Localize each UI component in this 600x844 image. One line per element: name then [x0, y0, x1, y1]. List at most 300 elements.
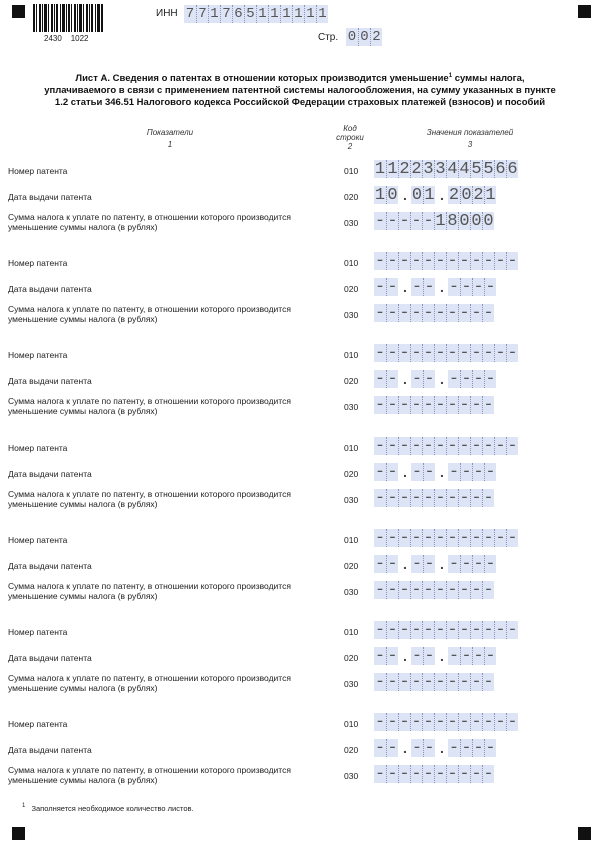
char-cell: -	[411, 528, 422, 548]
char-cell: -	[374, 647, 386, 666]
char-cell: -	[424, 554, 435, 574]
char-cell: -	[424, 462, 435, 482]
char-cell: -	[461, 462, 472, 482]
char-cell: -	[399, 488, 410, 508]
char-cell: -	[374, 554, 386, 574]
char-cell: -	[387, 673, 398, 692]
char-cell: -	[483, 252, 494, 272]
char-cell: -	[411, 739, 423, 759]
char-cell: -	[423, 488, 434, 508]
char-cell: -	[461, 370, 472, 390]
col-header-indicators	[100, 128, 240, 149]
tax-amount-field[interactable]	[374, 765, 494, 783]
char-cell: -	[473, 739, 484, 759]
char-cell: -	[471, 528, 482, 548]
char-cell: 1	[268, 5, 280, 23]
char-cell: -	[411, 252, 422, 272]
char-cell: -	[435, 673, 446, 692]
char-cell: 1	[374, 160, 386, 179]
char-cell: 1	[485, 186, 496, 205]
char-cell: -	[459, 252, 470, 272]
issue-date-day-field[interactable]	[374, 186, 398, 204]
char-cell: -	[507, 621, 518, 640]
char-cell: 0	[347, 29, 357, 45]
char-cell: -	[374, 304, 386, 324]
char-cell: -	[374, 580, 386, 600]
issue-date-label: Дата выдачи патента	[8, 653, 92, 663]
char-cell: -	[411, 554, 423, 574]
col-header-line-code	[330, 124, 370, 151]
char-cell: -	[411, 647, 423, 666]
char-cell: -	[461, 554, 472, 574]
char-cell: 4	[459, 160, 470, 179]
char-cell: -	[435, 344, 446, 364]
char-cell: -	[435, 396, 446, 416]
char-cell: -	[387, 462, 398, 482]
char-cell: -	[435, 488, 446, 508]
char-cell: -	[471, 396, 482, 416]
char-cell: -	[448, 462, 460, 482]
date-separator: .	[403, 648, 407, 664]
char-cell: 1	[256, 5, 268, 23]
char-cell: -	[495, 528, 506, 548]
date-separator: .	[440, 371, 444, 388]
line-code-020: 020	[344, 745, 359, 756]
tax-amount-label: Сумма налога к уплате по патенту, в отношении которого производится уменьшение суммы налога (в рублях)	[8, 765, 291, 786]
char-cell: -	[387, 580, 398, 600]
line-code-030: 030	[344, 218, 359, 228]
char-cell: 2	[411, 160, 422, 179]
page-number-field[interactable]	[346, 28, 382, 46]
barcode-number: 2430 1022	[44, 34, 89, 43]
char-cell: 1	[304, 5, 316, 23]
issue-date-day-field[interactable]	[374, 463, 398, 481]
line-code-010: 010	[344, 442, 359, 453]
line-code-010: 010	[344, 166, 359, 176]
char-cell: -	[471, 580, 482, 600]
issue-date-year-field[interactable]	[448, 555, 496, 573]
line-code-020: 020	[344, 653, 359, 663]
char-cell: -	[374, 278, 386, 298]
issue-date-label: Дата выдачи патента	[8, 468, 92, 479]
tax-amount-label: Сумма налога к уплате по патенту, в отношении которого производится уменьшение суммы налога (в рублях)	[8, 304, 291, 325]
tax-amount-field[interactable]	[374, 212, 494, 230]
char-cell: -	[423, 621, 434, 640]
char-cell: 2	[473, 186, 484, 205]
char-cell: -	[411, 462, 423, 482]
line-code-010: 010	[344, 627, 359, 637]
char-cell: -	[471, 673, 482, 692]
char-cell: -	[411, 713, 422, 733]
char-cell: -	[471, 488, 482, 508]
patent-number-field[interactable]	[374, 713, 518, 731]
issue-date-label: Дата выдачи патента	[8, 745, 92, 756]
char-cell: -	[483, 528, 494, 548]
char-cell: -	[447, 488, 458, 508]
char-cell: -	[423, 396, 434, 416]
line-code-030: 030	[344, 402, 359, 413]
date-separator: .	[403, 740, 407, 757]
char-cell: -	[495, 621, 506, 640]
char-cell: -	[387, 554, 398, 574]
char-cell: -	[423, 212, 434, 231]
char-cell: -	[495, 252, 506, 272]
char-cell: -	[399, 528, 410, 548]
char-cell: -	[483, 673, 494, 692]
char-cell: -	[473, 278, 484, 298]
footnote	[22, 803, 194, 813]
char-cell: -	[483, 344, 494, 364]
date-separator: .	[440, 555, 444, 572]
char-cell: -	[374, 621, 386, 640]
inn-label: ИНН	[156, 8, 178, 19]
patent-number-label: Номер патента	[8, 258, 68, 269]
char-cell: 1	[387, 160, 398, 179]
issue-date-day-field[interactable]	[374, 555, 398, 573]
char-cell: -	[507, 436, 518, 456]
char-cell: -	[485, 554, 496, 574]
char-cell: -	[374, 528, 386, 548]
issue-date-month-field[interactable]	[411, 186, 435, 204]
char-cell: -	[495, 436, 506, 456]
date-separator: .	[440, 279, 444, 296]
issue-date-year-field[interactable]	[448, 186, 496, 204]
issue-date-day-field[interactable]	[374, 647, 398, 665]
char-cell: -	[459, 580, 470, 600]
char-cell: -	[448, 647, 460, 666]
char-cell: -	[423, 436, 434, 456]
char-cell: -	[495, 713, 506, 733]
patent-number-label: Номер патента	[8, 627, 68, 637]
line-code-030: 030	[344, 310, 359, 321]
patent-number-field[interactable]	[374, 160, 518, 178]
char-cell: -	[435, 621, 446, 640]
char-cell: 1	[435, 212, 446, 231]
char-cell: -	[459, 344, 470, 364]
char-cell: -	[423, 344, 434, 364]
char-cell: -	[471, 765, 482, 785]
char-cell: -	[387, 436, 398, 456]
char-cell: -	[374, 739, 386, 759]
char-cell: -	[411, 278, 423, 298]
char-cell: -	[411, 765, 422, 785]
char-cell: -	[411, 344, 422, 364]
patent-number-label: Номер патента	[8, 350, 68, 361]
char-cell: -	[387, 370, 398, 390]
char-cell: -	[423, 304, 434, 324]
sheet-title-part2: суммы налога, уплачиваемого в связи с применением патентной системы налогообложения, на сумму указанных в пункте 1.2 статьи 346.51 Налогового кодекса Российской Федерации страховых платежей (взносов) и пособий	[44, 73, 556, 109]
char-cell: -	[399, 304, 410, 324]
line-code-030: 030	[344, 494, 359, 505]
char-cell: -	[473, 370, 484, 390]
patent-number-field[interactable]	[374, 621, 518, 639]
char-cell: 5	[483, 160, 494, 179]
char-cell: -	[424, 647, 435, 666]
tax-amount-field[interactable]	[374, 673, 494, 691]
char-cell: -	[461, 647, 472, 666]
char-cell: -	[448, 739, 460, 759]
char-cell: -	[459, 765, 470, 785]
line-code-010: 010	[344, 719, 359, 730]
char-cell: -	[459, 396, 470, 416]
char-cell: 5	[471, 160, 482, 179]
char-cell: 2	[399, 160, 410, 179]
char-cell: 1	[374, 186, 386, 205]
char-cell: -	[387, 647, 398, 666]
char-cell: -	[459, 621, 470, 640]
tax-amount-label: Сумма налога к уплате по патенту, в отношении которого производится уменьшение суммы налога (в рублях)	[8, 673, 291, 693]
char-cell: 8	[447, 212, 458, 231]
char-cell: -	[447, 396, 458, 416]
corner-marker-top-right	[578, 5, 591, 18]
line-code-020: 020	[344, 468, 359, 479]
char-cell: -	[374, 212, 386, 231]
line-code-010: 010	[344, 350, 359, 361]
char-cell: -	[435, 765, 446, 785]
char-cell: 1	[280, 5, 292, 23]
line-code-030: 030	[344, 586, 359, 597]
line-code-020: 020	[344, 560, 359, 571]
char-cell: -	[387, 396, 398, 416]
char-cell: -	[459, 304, 470, 324]
col-header-indicators-num: 1	[167, 140, 173, 149]
col-header-values-label: Значения показателей	[426, 128, 514, 137]
char-cell: -	[471, 621, 482, 640]
char-cell: -	[459, 528, 470, 548]
char-cell: -	[387, 621, 398, 640]
char-cell: -	[483, 396, 494, 416]
tax-amount-field[interactable]	[374, 489, 494, 507]
issue-date-month-field[interactable]	[411, 278, 435, 296]
patent-number-label: Номер патента	[8, 719, 68, 730]
issue-date-month-field[interactable]	[411, 370, 435, 388]
issue-date-label: Дата выдачи патента	[8, 376, 92, 387]
issue-date-month-field[interactable]	[411, 647, 435, 665]
date-separator: .	[440, 740, 444, 757]
char-cell: -	[387, 765, 398, 785]
char-cell: -	[471, 436, 482, 456]
char-cell: -	[387, 528, 398, 548]
col-header-indicators-label: Показатели	[146, 128, 194, 137]
issue-date-year-field[interactable]	[448, 463, 496, 481]
char-cell: -	[507, 252, 518, 272]
char-cell: -	[423, 673, 434, 692]
char-cell: -	[423, 528, 434, 548]
char-cell: -	[411, 304, 422, 324]
line-code-010: 010	[344, 534, 359, 545]
char-cell: -	[387, 488, 398, 508]
char-cell: -	[435, 580, 446, 600]
char-cell: 6	[507, 160, 518, 179]
char-cell: -	[374, 462, 386, 482]
date-separator: .	[403, 555, 407, 572]
char-cell: -	[459, 713, 470, 733]
date-separator: .	[440, 648, 444, 664]
char-cell: -	[485, 278, 496, 298]
inn-field[interactable]	[184, 5, 328, 23]
char-cell: 6	[495, 160, 506, 179]
char-cell: -	[411, 621, 422, 640]
patent-number-label: Номер патента	[8, 442, 68, 453]
date-separator: .	[403, 279, 407, 296]
char-cell: 4	[447, 160, 458, 179]
patent-number-field[interactable]	[374, 252, 518, 270]
issue-date-month-field[interactable]	[411, 739, 435, 757]
issue-date-day-field[interactable]	[374, 739, 398, 757]
char-cell: -	[374, 370, 386, 390]
tax-amount-field[interactable]	[374, 304, 494, 322]
char-cell: -	[447, 673, 458, 692]
char-cell: 2	[448, 186, 460, 205]
char-cell: 0	[387, 186, 398, 205]
char-cell: -	[374, 713, 386, 733]
tax-amount-field[interactable]	[374, 581, 494, 599]
char-cell: -	[471, 252, 482, 272]
char-cell: -	[461, 278, 472, 298]
patent-number-field[interactable]	[374, 437, 518, 455]
char-cell: -	[399, 580, 410, 600]
patent-number-field[interactable]	[374, 529, 518, 547]
char-cell: -	[387, 713, 398, 733]
char-cell: -	[411, 212, 422, 231]
title-footnote-ref: 1	[448, 73, 453, 79]
sheet-title-part1: Лист А. Сведения о патентах в отношении которых производится уменьшение	[75, 73, 449, 85]
col-header-values-num: 3	[467, 140, 473, 149]
char-cell: -	[485, 739, 496, 759]
tax-amount-label: Сумма налога к уплате по патенту, в отношении которого производится уменьшение суммы налога (в рублях)	[8, 580, 291, 601]
char-cell: -	[374, 765, 386, 785]
line-code-030: 030	[344, 679, 359, 689]
char-cell: -	[435, 436, 446, 456]
char-cell: -	[461, 739, 472, 759]
char-cell: -	[411, 673, 422, 692]
char-cell: -	[435, 713, 446, 733]
issue-date-year-field[interactable]	[448, 278, 496, 296]
date-separator: .	[403, 187, 407, 203]
char-cell: 0	[411, 186, 423, 205]
char-cell: 5	[244, 5, 256, 23]
char-cell: -	[483, 621, 494, 640]
char-cell: -	[411, 396, 422, 416]
char-cell: -	[399, 212, 410, 231]
char-cell: -	[423, 765, 434, 785]
char-cell: -	[387, 278, 398, 298]
char-cell: -	[399, 396, 410, 416]
date-separator: .	[403, 463, 407, 480]
issue-date-day-field[interactable]	[374, 278, 398, 296]
char-cell: -	[399, 713, 410, 733]
col-header-line-code-num: 2	[347, 142, 353, 151]
char-cell: -	[411, 436, 422, 456]
char-cell: -	[507, 713, 518, 733]
char-cell: 7	[196, 5, 208, 23]
char-cell: -	[447, 344, 458, 364]
date-separator: .	[440, 187, 444, 203]
char-cell: -	[483, 488, 494, 508]
char-cell: -	[411, 580, 422, 600]
col-header-line-code-label: Код строки	[336, 124, 364, 142]
char-cell: 1	[424, 186, 435, 205]
issue-date-label: Дата выдачи патента	[8, 560, 92, 571]
char-cell: 2	[370, 28, 382, 46]
issue-date-year-field[interactable]	[448, 647, 496, 665]
char-cell: -	[387, 252, 398, 272]
corner-marker-bottom-left	[12, 827, 25, 840]
issue-date-label: Дата выдачи патента	[8, 284, 92, 295]
char-cell: -	[471, 344, 482, 364]
char-cell: -	[447, 528, 458, 548]
char-cell: -	[483, 580, 494, 600]
char-cell: -	[448, 370, 460, 390]
patent-number-field[interactable]	[374, 344, 518, 362]
char-cell: -	[424, 370, 435, 390]
page-label: Стр.	[318, 32, 339, 43]
char-cell: 3	[435, 160, 446, 179]
char-cell: -	[399, 252, 410, 272]
footnote-ref: 1	[22, 803, 26, 809]
char-cell: 0	[471, 212, 482, 231]
char-cell: -	[374, 252, 386, 272]
char-cell: -	[424, 278, 435, 298]
char-cell: -	[411, 370, 423, 390]
char-cell: -	[483, 765, 494, 785]
char-cell: -	[495, 344, 506, 364]
char-cell: -	[471, 304, 482, 324]
char-cell: -	[411, 488, 422, 508]
char-cell: 1	[292, 5, 304, 23]
tax-amount-label: Сумма налога к уплате по патенту, в отношении которого производится уменьшение суммы налога (в рублях)	[8, 396, 291, 417]
char-cell: -	[448, 554, 460, 574]
char-cell: -	[423, 580, 434, 600]
char-cell: -	[387, 739, 398, 759]
char-cell: -	[485, 462, 496, 482]
issue-date-year-field[interactable]	[448, 370, 496, 388]
char-cell: -	[387, 212, 398, 231]
char-cell: -	[473, 462, 484, 482]
char-cell: -	[435, 252, 446, 272]
issue-date-year-field[interactable]	[448, 739, 496, 757]
char-cell: 1	[208, 5, 220, 23]
char-cell: -	[374, 344, 386, 364]
date-separator: .	[440, 463, 444, 480]
char-cell: 6	[232, 5, 244, 23]
tax-amount-field[interactable]	[374, 396, 494, 414]
char-cell: 7	[185, 6, 195, 22]
issue-date-month-field[interactable]	[411, 555, 435, 573]
issue-date-month-field[interactable]	[411, 463, 435, 481]
corner-marker-bottom-right	[578, 827, 591, 840]
char-cell: 0	[459, 212, 470, 231]
char-cell: -	[423, 252, 434, 272]
char-cell: -	[447, 765, 458, 785]
char-cell: -	[447, 713, 458, 733]
tax-amount-label: Сумма налога к уплате по патенту, в отношении которого производится уменьшение суммы налога (в рублях)	[8, 212, 291, 232]
char-cell: -	[448, 278, 460, 298]
char-cell: -	[473, 554, 484, 574]
issue-date-day-field[interactable]	[374, 370, 398, 388]
char-cell: -	[507, 528, 518, 548]
patent-number-label: Номер патента	[8, 534, 68, 545]
issue-date-label: Дата выдачи патента	[8, 192, 92, 202]
char-cell: -	[374, 436, 386, 456]
char-cell: -	[447, 304, 458, 324]
char-cell: 0	[358, 28, 370, 46]
line-code-020: 020	[344, 284, 359, 295]
line-code-020: 020	[344, 192, 359, 202]
col-header-values	[400, 128, 540, 149]
char-cell: -	[485, 370, 496, 390]
char-cell: 3	[423, 160, 434, 179]
